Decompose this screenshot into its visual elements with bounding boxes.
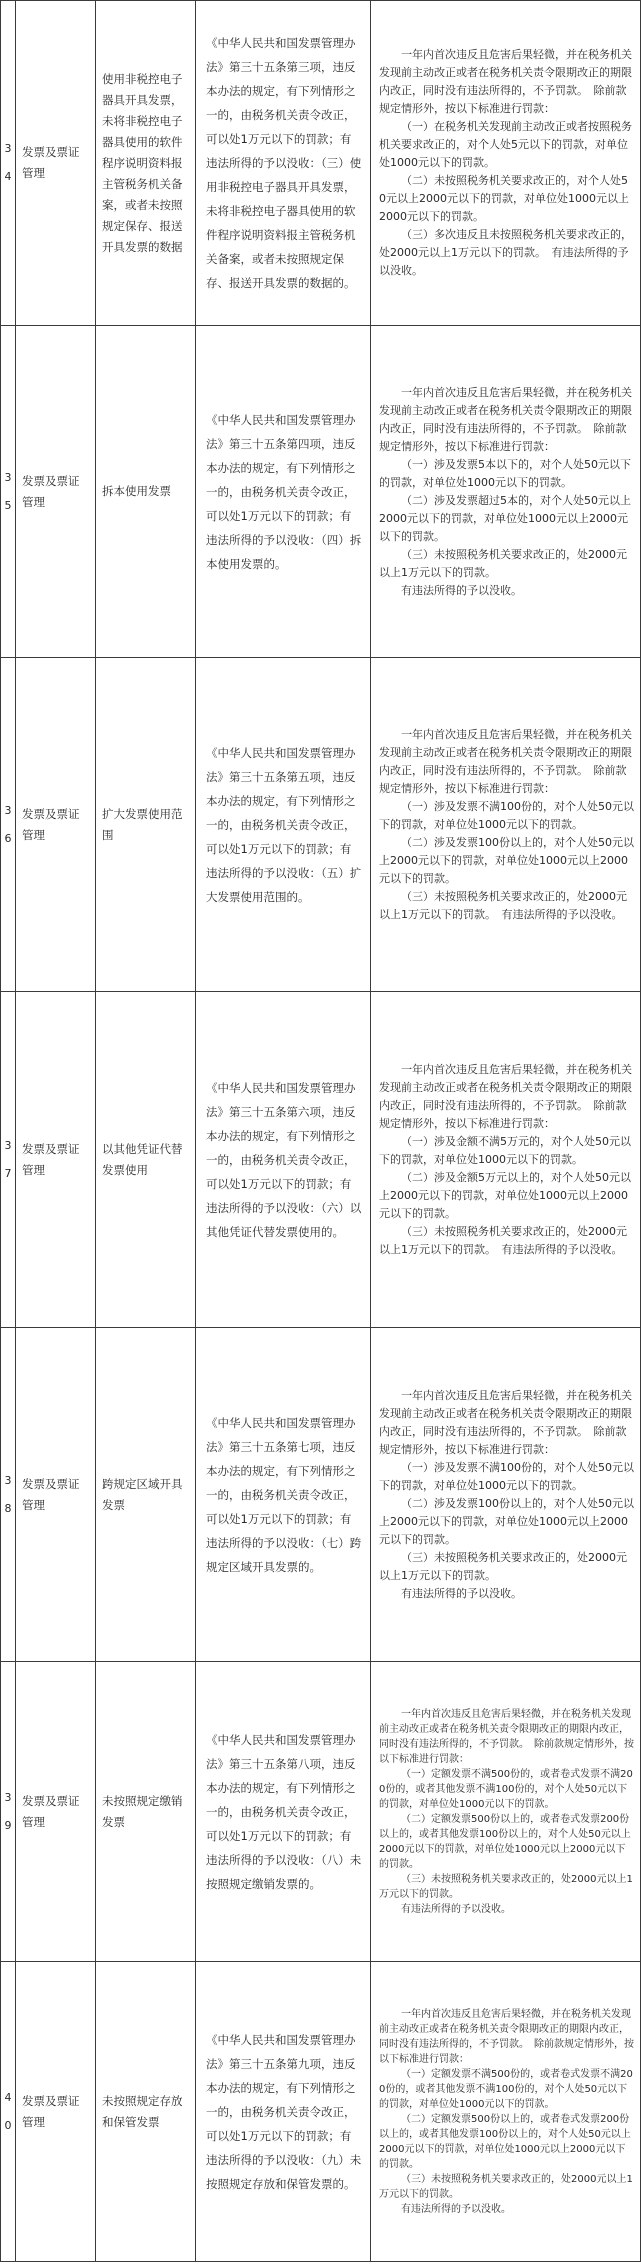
standard-paragraph: （一）定额发票不满500份的，或者卷式发票不满200份的，或者其他发票不满100份的，对个人处50元以下的罚款，对单位处1000元以下的罚款。	[379, 2068, 633, 2110]
legal-basis-text: 《中华人民共和国发票管理办法》第三十五条第七项，违反本办法的规定，有下列情形之一的，由税务机关责令改正，可以处1万元以下的罚款；有违法所得的予以没收：（七）跨规定区域开具发票的。	[206, 1415, 362, 1574]
row-number-cell	[0, 1662, 16, 1961]
standard-paragraph: （三）未按照税务机关要求改正的，处2000元以上1万元以下的罚款。 有违法所得的予以没收。	[379, 889, 627, 921]
standard-paragraph: （一）在税务机关发现前主动改正或者按照税务机关要求改正的，对个人处5元以下的罚款，对单位处1000元以下的罚款。	[379, 120, 632, 169]
standard-paragraph: （一）定额发票不满500份的，或者卷式发票不满200份的，或者其他发票不满100份的，对个人处50元以下的罚款，对单位处1000元以下的罚款。	[379, 1768, 633, 1810]
violation-cell	[96, 1662, 196, 1961]
standard-paragraph: 一年内首次违反且危害后果轻微，并在税务机关发现前主动改正或者在税务机关责令限期改正的期限内改正，同时没有违法所得的，不予罚款。 除前款规定情形外，按以下标准进行罚款：	[379, 1062, 632, 1130]
table-row	[0, 326, 641, 658]
violation-text: 未按照规定存放和保管发票	[102, 2093, 183, 2129]
category-text: 发票及票证管理	[22, 2093, 80, 2129]
category-cell	[16, 1962, 96, 2261]
legal-basis-cell	[196, 1662, 371, 1961]
category-text: 发票及票证管理	[22, 145, 80, 180]
legal-basis-cell	[196, 1962, 371, 2261]
legal-basis-cell	[196, 326, 371, 657]
row-number-cell	[0, 1, 16, 325]
standard-paragraph: （二）涉及金额5万元以上的，对个人处50元以上2000元以下的罚款，对单位处1000元以上2000元以下的罚款。	[379, 1170, 631, 1220]
table-row	[0, 992, 641, 1328]
standard-paragraph: 有违法所得的予以没收。	[401, 1903, 511, 1915]
legal-basis-cell	[196, 992, 371, 1327]
table-row	[0, 1962, 641, 2262]
violation-text: 以其他凭证代替发票使用	[102, 1141, 183, 1177]
standard-paragraph: 一年内首次违反且危害后果轻微，并在税务机关发现前主动改正或者在税务机关责令限期改正的期限内改正，同时没有违法所得的，不予罚款。 除前款规定情形外，按以下标准进行罚款：	[379, 2008, 634, 2065]
row-number: 34	[4, 142, 12, 183]
penalty-standard-cell	[371, 326, 641, 657]
category-cell	[16, 326, 96, 657]
standard-paragraph: （二）未按照税务机关要求改正的，对个人处50元以上2000元以下的罚款，对单位处1000元以上2000元以下的罚款。	[379, 174, 629, 223]
standard-paragraph: （三）未按照税务机关要求改正的，处2000元以上1万元以下的罚款。	[379, 547, 627, 579]
violation-text: 拆本使用发票	[102, 484, 171, 498]
standard-paragraph: （二）定额发票500份以上的，或者卷式发票200份以上的，或者其他发票100份以上的，对个人处50元以上2000元以下的罚款，对单位处1000元以上2000元以下的罚款。	[379, 1813, 631, 1870]
legal-basis-text: 《中华人民共和国发票管理办法》第三十五条第六项，违反本办法的规定，有下列情形之一的，由税务机关责令改正，可以处1万元以下的罚款；有违法所得的予以没收：（六）以其他凭证代替发票使用的。	[206, 1080, 362, 1239]
standard-paragraph: 一年内首次违反且危害后果轻微，并在税务机关发现前主动改正或者在税务机关责令限期改正的期限内改正，同时没有违法所得的，不予罚款。 除前款规定情形外，按以下标准进行罚款：	[379, 48, 632, 115]
row-number-cell	[0, 326, 16, 657]
category-text: 发票及票证管理	[22, 1476, 80, 1512]
standard-paragraph: （三）未按照税务机关要求改正的，处2000元以上1万元以下的罚款。	[379, 2173, 633, 2200]
standard-paragraph: 一年内首次违反且危害后果轻微，并在税务机关发现前主动改正或者在税务机关责令限期改正的期限内改正，同时没有违法所得的，不予罚款。 除前款规定情形外，按以下标准进行罚款：	[379, 1708, 634, 1765]
legal-basis-cell	[196, 1, 371, 325]
row-number: 40	[4, 2090, 12, 2132]
legal-basis-cell	[196, 658, 371, 991]
penalty-standard-text	[379, 1707, 634, 1917]
standard-paragraph: 有违法所得的予以没收。	[401, 583, 522, 597]
standard-paragraph: 一年内首次违反且危害后果轻微，并在税务机关发现前主动改正或者在税务机关责令限期改正的期限内改正，同时没有违法所得的，不予罚款。 除前款规定情形外，按以下标准进行罚款：	[379, 727, 632, 795]
penalty-standard-cell	[371, 658, 641, 991]
violation-cell	[96, 326, 196, 657]
row-number: 36	[4, 803, 12, 845]
penalty-standard-cell	[371, 1962, 641, 2261]
violation-text: 使用非税控电子器具开具发票，未将非税控电子器具使用的软件程序说明资料报主管税务机关备案，或者未按照规定保存、报送开具发票的数据	[102, 71, 183, 254]
penalty-standard-text	[379, 46, 634, 280]
table-row	[0, 658, 641, 992]
penalty-standard-text	[379, 1387, 634, 1603]
row-number-cell	[0, 1328, 16, 1661]
category-cell	[16, 1328, 96, 1661]
table-row	[0, 1662, 641, 1962]
standard-paragraph: 有违法所得的予以没收。	[401, 2203, 511, 2215]
table-row	[0, 1328, 641, 1662]
standard-paragraph: （三）多次违反且未按照税务机关要求改正的，处2000元以上1万元以下的罚款。 有违法所得的予以没收。	[379, 228, 632, 277]
category-cell	[16, 1, 96, 325]
standard-paragraph: （二）涉及发票100份以上的，对个人处50元以上2000元以下的罚款，对单位处1000元以上2000元以下的罚款。	[379, 1496, 634, 1546]
standard-paragraph: （三）未按照税务机关要求改正的，处2000元以上1万元以下的罚款。	[379, 1873, 633, 1900]
standard-paragraph: （二）定额发票500份以上的，或者卷式发票200份以上的，或者其他发票100份以上的，对个人处50元以上2000元以下的罚款，对单位处1000元以上2000元以下的罚款。	[379, 2113, 631, 2170]
penalty-standard-cell	[371, 992, 641, 1327]
row-number-cell	[0, 992, 16, 1327]
legal-basis-cell	[196, 1328, 371, 1661]
legal-basis-text: 《中华人民共和国发票管理办法》第三十五条第四项，违反本办法的规定，有下列情形之一的，由税务机关责令改正，可以处1万元以下的罚款；有违法所得的予以没收：（四）拆本使用发票的。	[206, 412, 362, 571]
penalty-standard-text	[379, 1061, 634, 1259]
standard-paragraph: 一年内首次违反且危害后果轻微，并在税务机关发现前主动改正或者在税务机关责令限期改正的期限内改正，同时没有违法所得的，不予罚款。 除前款规定情形外，按以下标准进行罚款：	[379, 1388, 632, 1456]
category-text: 发票及票证管理	[22, 1793, 80, 1829]
penalty-standard-cell	[371, 1662, 641, 1961]
legal-basis-text: 《中华人民共和国发票管理办法》第三十五条第八项，违反本办法的规定，有下列情形之一的，由税务机关责令改正，可以处1万元以下的罚款；有违法所得的予以没收：（八）未按照规定缴销发票的。	[206, 1732, 362, 1891]
standard-paragraph: （一）涉及发票不满100份的，对个人处50元以下的罚款，对单位处1000元以下的罚款。	[379, 1460, 634, 1492]
row-number: 38	[4, 1473, 12, 1515]
violation-cell	[96, 1962, 196, 2261]
violation-cell	[96, 658, 196, 991]
standard-paragraph: （二）涉及发票100份以上的，对个人处50元以上2000元以下的罚款，对单位处1000元以上2000元以下的罚款。	[379, 835, 634, 885]
standard-paragraph: （三）未按照税务机关要求改正的，处2000元以上1万元以下的罚款。 有违法所得的予以没收。	[379, 1224, 627, 1256]
violation-text: 扩大发票使用范围	[102, 806, 183, 842]
violation-cell	[96, 1328, 196, 1661]
standard-paragraph: 一年内首次违反且危害后果轻微，并在税务机关发现前主动改正或者在税务机关责令限期改正的期限内改正，同时没有违法所得的，不予罚款。 除前款规定情形外，按以下标准进行罚款：	[379, 385, 632, 453]
legal-basis-text: 《中华人民共和国发票管理办法》第三十五条第五项，违反本办法的规定，有下列情形之一的，由税务机关责令改正，可以处1万元以下的罚款；有违法所得的予以没收：（五）扩大发票使用范围的。	[206, 745, 362, 904]
legal-basis-text: 《中华人民共和国发票管理办法》第三十五条第九项，违反本办法的规定，有下列情形之一的，由税务机关责令改正，可以处1万元以下的罚款；有违法所得的予以没收：（九）未按照规定存放和保管发票的。	[206, 2032, 362, 2191]
category-cell	[16, 1662, 96, 1961]
row-number: 35	[4, 470, 12, 512]
penalty-standard-text	[379, 384, 634, 600]
category-cell	[16, 658, 96, 991]
standard-paragraph: （三）未按照税务机关要求改正的，处2000元以上1万元以下的罚款。	[379, 1550, 627, 1582]
violation-text: 未按照规定缴销发票	[102, 1793, 183, 1829]
violation-cell	[96, 992, 196, 1327]
violation-text: 跨规定区域开具发票	[102, 1476, 183, 1512]
penalty-standard-text	[379, 2007, 634, 2217]
legal-basis-text: 《中华人民共和国发票管理办法》第三十五条第三项，违反本办法的规定，有下列情形之一的，由税务机关责令改正，可以处1万元以下的罚款；有违法所得的予以没收：（三）使用非税控电子器具开具发票，未将非税控电子器具使用的软件程序说明资料报主管税务机关备案，或者未按照规定保存、报送开具发票的数据的。	[206, 36, 362, 290]
standard-paragraph: （一）涉及金额不满5万元的，对个人处50元以下的罚款，对单位处1000元以下的罚款。	[379, 1134, 631, 1166]
table-row	[0, 0, 641, 326]
category-text: 发票及票证管理	[22, 806, 80, 842]
standard-paragraph: （一）涉及发票不满100份的，对个人处50元以下的罚款，对单位处1000元以下的罚款。	[379, 799, 634, 831]
standard-paragraph: （二）涉及发票超过5本的，对个人处50元以上2000元以下的罚款，对单位处1000元以上2000元以下的罚款。	[379, 493, 631, 543]
row-number-cell	[0, 1962, 16, 2261]
penalty-standard-cell	[371, 1, 641, 325]
standard-paragraph: （一）涉及发票5本以下的，对个人处50元以下的罚款，对单位处1000元以下的罚款。	[379, 457, 631, 489]
row-number: 39	[4, 1790, 12, 1832]
penalty-standard-text	[379, 726, 634, 924]
violation-cell	[96, 1, 196, 325]
category-cell	[16, 992, 96, 1327]
row-number-cell	[0, 658, 16, 991]
row-number: 37	[4, 1138, 12, 1180]
category-text: 发票及票证管理	[22, 473, 80, 509]
category-text: 发票及票证管理	[22, 1141, 80, 1177]
standard-paragraph: 有违法所得的予以没收。	[401, 1586, 522, 1600]
penalty-standard-cell	[371, 1328, 641, 1661]
